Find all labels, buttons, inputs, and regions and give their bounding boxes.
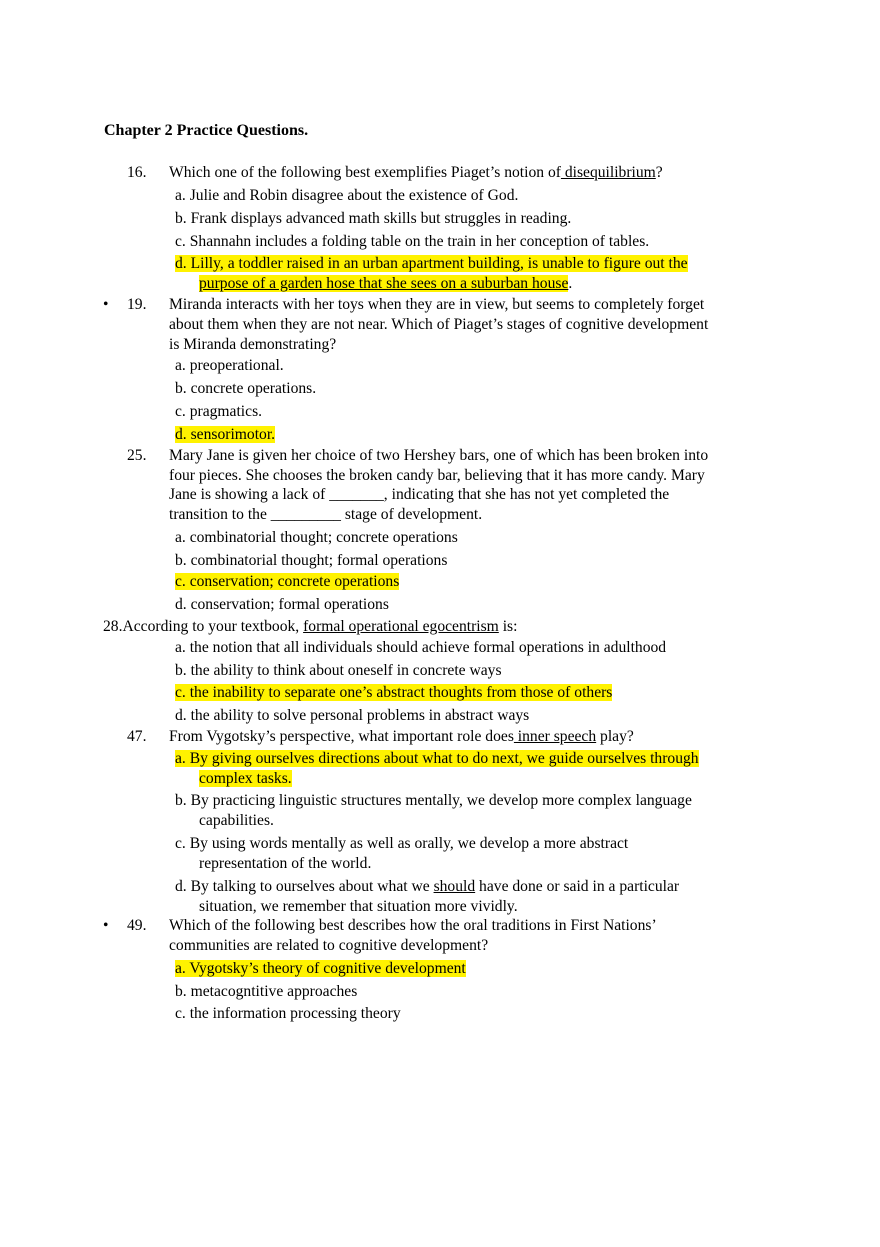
question-number: 19.: [127, 296, 147, 313]
answer-option: b. combinatorial thought; formal operations: [175, 552, 448, 569]
question-text: about them when they are not near. Which of Piaget’s stages of cognitive development: [169, 316, 709, 333]
correct-answer-option: c. the inability to separate one’s abstract thoughts from those of others: [175, 684, 613, 701]
answer-option: b. concrete operations.: [175, 380, 317, 397]
answer-option: b. metacogntitive approaches: [175, 983, 358, 1000]
correct-answer-option-cont: complex tasks.: [199, 770, 292, 787]
answer-option: b. Frank displays advanced math skills but struggles in reading.: [175, 210, 572, 227]
correct-answer-option: c. conservation; concrete operations: [175, 573, 400, 590]
answer-option: d. By talking to ourselves about what we should have done or said in a particular: [175, 878, 680, 895]
key-term: formal operational egocentrism: [303, 618, 499, 635]
answer-option: a. the notion that all individuals should achieve formal operations in adulthood: [175, 639, 667, 656]
correct-answer-option: a. Vygotsky’s theory of cognitive development: [175, 960, 466, 977]
key-term: disequilibrium: [560, 164, 656, 181]
question-text: 28.According to your textbook, formal operational egocentrism is:: [103, 618, 518, 635]
answer-option: c. Shannahn includes a folding table on the train in her conception of tables.: [175, 233, 650, 250]
answer-option-cont: situation, we remember that situation more vividly.: [199, 898, 518, 915]
answer-option-cont: representation of the world.: [199, 855, 372, 872]
correct-answer-option: d. Lilly, a toddler raised in an urban apartment building, is unable to figure out the: [175, 255, 688, 272]
page-title: Chapter 2 Practice Questions.: [104, 122, 309, 139]
answer-option: a. combinatorial thought; concrete operations: [175, 529, 458, 546]
question-text: Which of the following best describes how the oral traditions in First Nations’: [169, 917, 657, 934]
question-text: communities are related to cognitive development?: [169, 937, 489, 954]
answer-option: d. conservation; formal operations: [175, 596, 389, 613]
answer-option-cont: capabilities.: [199, 812, 274, 829]
answer-option: c. the information processing theory: [175, 1005, 401, 1022]
question-number: 49.: [127, 917, 147, 934]
question-text: Jane is showing a lack of _______, indicating that she has not yet completed the: [169, 486, 670, 503]
answer-option: d. the ability to solve personal problems in abstract ways: [175, 707, 530, 724]
bullet-marker: •: [103, 917, 109, 934]
correct-answer-option: d. sensorimotor.: [175, 426, 276, 443]
correct-answer-option: a. By giving ourselves directions about what to do next, we guide ourselves through: [175, 750, 699, 767]
key-term: inner speech: [513, 728, 597, 745]
question-text: Mary Jane is given her choice of two Hershey bars, one of which has been broken into: [169, 447, 709, 464]
answer-option: a. Julie and Robin disagree about the existence of God.: [175, 187, 519, 204]
question-number: 25.: [127, 447, 147, 464]
question-number: 47.: [127, 728, 147, 745]
answer-option: b. By practicing linguistic structures mentally, we develop more complex language: [175, 792, 692, 809]
correct-answer-option-cont: purpose of a garden hose that she sees on a suburban house.: [199, 275, 573, 292]
answer-option: b. the ability to think about oneself in concrete ways: [175, 662, 502, 679]
key-term: should: [433, 878, 476, 895]
question-text: four pieces. She chooses the broken candy bar, believing that it has more candy. Mary: [169, 467, 705, 484]
question-text: From Vygotsky’s perspective, what important role does inner speech play?: [169, 728, 634, 745]
answer-option: a. preoperational.: [175, 357, 284, 374]
question-text: is Miranda demonstrating?: [169, 336, 337, 353]
question-number: 16.: [127, 164, 147, 181]
answer-option: c. pragmatics.: [175, 403, 263, 420]
answer-option: c. By using words mentally as well as orally, we develop a more abstract: [175, 835, 629, 852]
question-text: Miranda interacts with her toys when they are in view, but seems to completely forget: [169, 296, 705, 313]
question-text: Which one of the following best exemplifies Piaget’s notion of disequilibrium?: [169, 164, 663, 181]
bullet-marker: •: [103, 296, 109, 313]
question-text: transition to the _________ stage of development.: [169, 506, 483, 523]
